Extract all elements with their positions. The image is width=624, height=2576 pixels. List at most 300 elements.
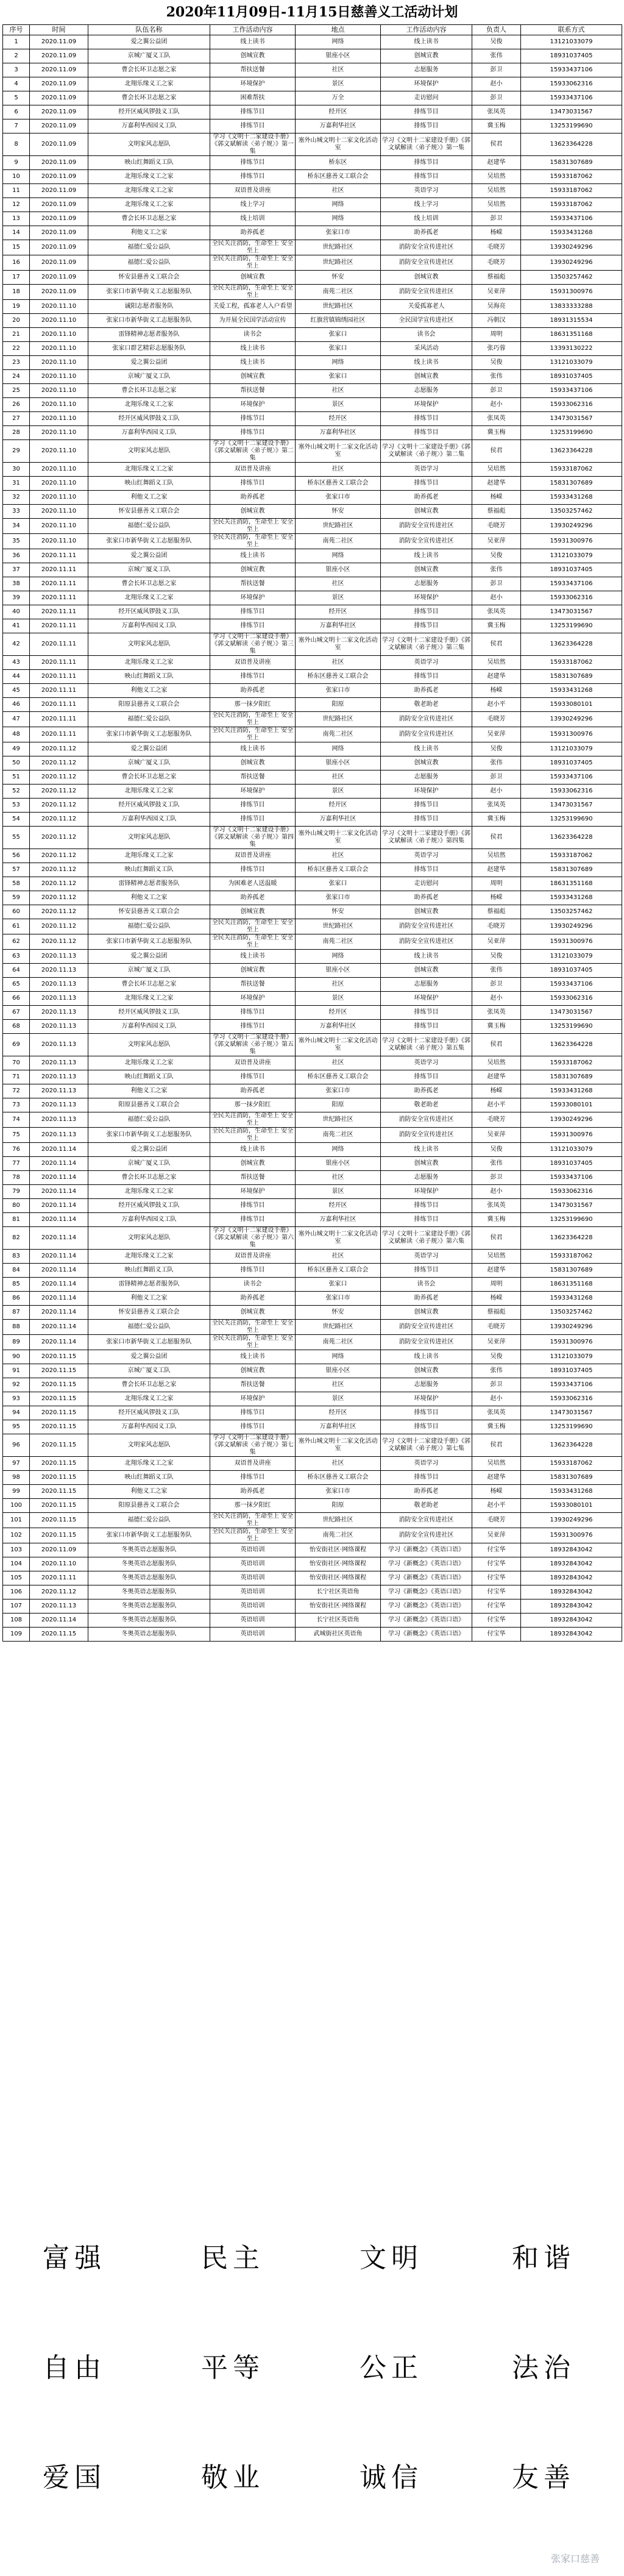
contact-person-cell: 杨嵘 xyxy=(472,491,521,505)
date-cell: 2020.11.10 xyxy=(30,314,88,328)
table-row xyxy=(3,891,622,905)
table-row xyxy=(3,1199,622,1213)
phone-cell: 18931037405 xyxy=(521,49,622,63)
content-cell: 创城宣教 xyxy=(381,1157,472,1171)
location-cell: 张家口市 xyxy=(296,491,381,505)
location-cell: 万嘉利华社区 xyxy=(296,119,381,133)
contact-person-cell: 付宝华 xyxy=(472,1571,521,1585)
activity-cell: 学习《文明十二家建设手册》《郭文斌解读〈弟子规〉》第四集 xyxy=(210,827,296,849)
location-cell: 经开区 xyxy=(296,605,381,619)
table-row xyxy=(3,1614,622,1628)
phone-cell: 15933062316 xyxy=(521,785,622,799)
location-cell: 南苑二社区 xyxy=(296,1528,381,1543)
row-number: 76 xyxy=(3,1143,30,1157)
date-cell: 2020.11.09 xyxy=(30,35,88,49)
table-row xyxy=(3,1434,622,1457)
phone-cell: 15933187062 xyxy=(521,656,622,670)
location-cell: 银座小区 xyxy=(296,756,381,770)
table-row xyxy=(3,170,622,184)
contact-person-cell: 赵小平 xyxy=(472,698,521,712)
location-cell: 万嘉利华社区 xyxy=(296,426,381,440)
contact-person-cell: 彭卫 xyxy=(472,384,521,398)
team-name-cell: 雷锋精神志愿者服务队 xyxy=(88,328,210,342)
table-row xyxy=(3,577,622,591)
content-cell: 排练节目 xyxy=(381,605,472,619)
activity-cell: 帮扶送餐 xyxy=(210,1171,296,1185)
activity-cell: 学习《文明十二家建设手册》《郭文斌解读〈弟子规〉》第六集 xyxy=(210,1227,296,1250)
date-cell: 2020.11.14 xyxy=(30,1143,88,1157)
phone-cell: 15933431268 xyxy=(521,226,622,240)
row-number: 67 xyxy=(3,1006,30,1020)
row-number: 10 xyxy=(3,170,30,184)
location-cell: 景区 xyxy=(296,992,381,1006)
phone-cell: 13121033079 xyxy=(521,742,622,756)
content-cell: 排练节目 xyxy=(381,1020,472,1034)
content-cell: 环境保护 xyxy=(381,1392,472,1406)
contact-person-cell: 毛晓芳 xyxy=(472,712,521,727)
table-header-row xyxy=(3,25,622,35)
team-name-cell: 经开区威风锣鼓义工队 xyxy=(88,605,210,619)
team-name-cell: 曹会长环卫志愿之家 xyxy=(88,1171,210,1185)
table-row xyxy=(3,863,622,877)
table-row xyxy=(3,1171,622,1185)
location-cell: 怀安 xyxy=(296,505,381,519)
activity-cell: 排练节目 xyxy=(210,670,296,684)
phone-cell: 18931037405 xyxy=(521,1157,622,1171)
table-row xyxy=(3,1278,622,1292)
activity-cell: 排练节目 xyxy=(210,1471,296,1485)
content-cell: 学习《文明十二家建设手册》《郭文斌解读〈弟子规〉》第七集 xyxy=(381,1434,472,1457)
location-cell: 张家口 xyxy=(296,328,381,342)
date-cell: 2020.11.11 xyxy=(30,633,88,656)
row-number: 74 xyxy=(3,1112,30,1128)
row-number: 34 xyxy=(3,519,30,534)
date-cell: 2020.11.12 xyxy=(30,827,88,849)
location-cell: 经开区 xyxy=(296,1006,381,1020)
table-row xyxy=(3,133,622,156)
content-cell: 消防安全宣传进社区 xyxy=(381,534,472,549)
content-cell: 学习《新概念》《英语口语》 xyxy=(381,1571,472,1585)
row-number: 59 xyxy=(3,891,30,905)
location-cell: 桥东区慈善义工联合会 xyxy=(296,670,381,684)
team-name-cell: 利他义工之家 xyxy=(88,226,210,240)
row-number: 104 xyxy=(3,1557,30,1571)
content-cell: 创城宣教 xyxy=(381,756,472,770)
contact-person-cell: 周明 xyxy=(472,877,521,891)
contact-person-cell: 张凤英 xyxy=(472,799,521,813)
activity-cell: 英语培训 xyxy=(210,1571,296,1585)
activity-cell: 帮扶送餐 xyxy=(210,384,296,398)
location-cell: 怡安街社区·网络课程 xyxy=(296,1599,381,1614)
location-cell: 经开区 xyxy=(296,105,381,119)
table-row xyxy=(3,1335,622,1350)
content-cell: 助养孤老 xyxy=(381,1292,472,1306)
activity-cell: 环境保护 xyxy=(210,992,296,1006)
date-cell: 2020.11.11 xyxy=(30,605,88,619)
date-cell: 2020.11.09 xyxy=(30,119,88,133)
row-number: 79 xyxy=(3,1185,30,1199)
contact-person-cell: 冀玉梅 xyxy=(472,426,521,440)
header-cell: 工作活动内容 xyxy=(381,25,472,35)
location-cell: 景区 xyxy=(296,1185,381,1199)
date-cell: 2020.11.10 xyxy=(30,356,88,370)
contact-person-cell: 张凤英 xyxy=(472,1406,521,1420)
activity-cell: 助养孤老 xyxy=(210,891,296,905)
date-cell: 2020.11.11 xyxy=(30,563,88,577)
location-cell: 南苑二社区 xyxy=(296,934,381,950)
team-name-cell: 映山红舞蹈义工队 xyxy=(88,156,210,170)
row-number: 35 xyxy=(3,534,30,549)
activity-cell: 环境保护 xyxy=(210,398,296,412)
row-number: 89 xyxy=(3,1335,30,1350)
contact-person-cell: 毛晓芳 xyxy=(472,255,521,271)
contact-person-cell: 张伟 xyxy=(472,370,521,384)
location-cell: 阳原 xyxy=(296,1098,381,1112)
row-number: 7 xyxy=(3,119,30,133)
team-name-cell: 万嘉利华西园义工队 xyxy=(88,1213,210,1227)
content-cell: 全民国学宣传进社区 xyxy=(381,314,472,328)
team-name-cell: 福德仁爱公益队 xyxy=(88,712,210,727)
location-cell: 网络 xyxy=(296,1143,381,1157)
location-cell: 世纪路社区 xyxy=(296,919,381,934)
content-cell: 排练节目 xyxy=(381,1213,472,1227)
location-cell: 桥东区慈善义工联合会 xyxy=(296,1264,381,1278)
date-cell: 2020.11.09 xyxy=(30,77,88,91)
content-cell: 敬老助老 xyxy=(381,698,472,712)
content-cell: 环境保护 xyxy=(381,1185,472,1199)
contact-person-cell: 付宝华 xyxy=(472,1599,521,1614)
location-cell: 桥东区慈善义工联合会 xyxy=(296,170,381,184)
team-name-cell: 北翔乐缘义工之家 xyxy=(88,1392,210,1406)
content-cell: 学习《文明十二家建设手册》《郭文斌解读〈弟子规〉》第五集 xyxy=(381,1034,472,1056)
location-cell: 世纪路社区 xyxy=(296,255,381,271)
phone-cell: 13473031567 xyxy=(521,412,622,426)
table-row xyxy=(3,328,622,342)
core-values-row xyxy=(0,2213,624,2304)
date-cell: 2020.11.15 xyxy=(30,1628,88,1642)
contact-person-cell: 张伟 xyxy=(472,964,521,978)
row-number: 24 xyxy=(3,370,30,384)
phone-cell: 15933431268 xyxy=(521,1485,622,1499)
date-cell: 2020.11.13 xyxy=(30,1084,88,1098)
team-name-cell: 北翔乐缘义工之家 xyxy=(88,1250,210,1264)
phone-cell: 15931300976 xyxy=(521,285,622,300)
row-number: 70 xyxy=(3,1056,30,1070)
contact-person-cell: 冀玉梅 xyxy=(472,1420,521,1434)
table-row xyxy=(3,1070,622,1084)
activity-cell: 排练节目 xyxy=(210,1199,296,1213)
phone-cell: 15933062316 xyxy=(521,591,622,605)
location-cell: 阳原 xyxy=(296,1499,381,1513)
team-name-cell: 利他义工之家 xyxy=(88,684,210,698)
phone-cell: 15933437106 xyxy=(521,1378,622,1392)
team-name-cell: 经开区威风锣鼓义工队 xyxy=(88,412,210,426)
content-cell: 创城宣教 xyxy=(381,370,472,384)
content-cell: 消防安全宣传进社区 xyxy=(381,919,472,934)
team-name-cell: 张家口市新华街义工志愿服务队 xyxy=(88,1128,210,1143)
team-name-cell: 阳原县慈善义工联合会 xyxy=(88,1499,210,1513)
phone-cell: 15831307689 xyxy=(521,477,622,491)
phone-cell: 13253199690 xyxy=(521,1213,622,1227)
location-cell: 红旗营镇锦绣园社区 xyxy=(296,314,381,328)
phone-cell: 15933062316 xyxy=(521,398,622,412)
date-cell: 2020.11.09 xyxy=(30,198,88,212)
date-cell: 2020.11.11 xyxy=(30,727,88,742)
team-name-cell: 文明家风志愿队 xyxy=(88,827,210,849)
content-cell: 消防安全宣传进社区 xyxy=(381,1335,472,1350)
location-cell: 张家口 xyxy=(296,877,381,891)
row-number: 108 xyxy=(3,1614,30,1628)
activity-cell: 全民关注消防，生命至上 安全至上 xyxy=(210,1335,296,1350)
table-row xyxy=(3,1306,622,1320)
date-cell: 2020.11.12 xyxy=(30,877,88,891)
content-cell: 排练节目 xyxy=(381,1264,472,1278)
contact-person-cell: 蔡福彪 xyxy=(472,1306,521,1320)
phone-cell: 13930249296 xyxy=(521,255,622,271)
row-number: 1 xyxy=(3,35,30,49)
table-row xyxy=(3,1585,622,1599)
activity-cell: 双语普及讲座 xyxy=(210,849,296,863)
content-cell: 环境保护 xyxy=(381,785,472,799)
phone-cell: 18932843042 xyxy=(521,1614,622,1628)
phone-cell: 15933187062 xyxy=(521,170,622,184)
row-number: 26 xyxy=(3,398,30,412)
contact-person-cell: 付宝华 xyxy=(472,1585,521,1599)
team-name-cell: 利他义工之家 xyxy=(88,1485,210,1499)
content-cell: 消防安全宣传进社区 xyxy=(381,255,472,271)
team-name-cell: 万嘉利华西园义工队 xyxy=(88,426,210,440)
date-cell: 2020.11.13 xyxy=(30,1020,88,1034)
date-cell: 2020.11.12 xyxy=(30,813,88,827)
contact-person-cell: 赵小 xyxy=(472,77,521,91)
phone-cell: 18932843042 xyxy=(521,1599,622,1614)
content-cell: 学习《新概念》《英语口语》 xyxy=(381,1557,472,1571)
contact-person-cell: 赵小 xyxy=(472,785,521,799)
activity-cell: 全民关注消防，生命至上 安全至上 xyxy=(210,1128,296,1143)
table-row xyxy=(3,1571,622,1585)
activity-cell: 排练节目 xyxy=(210,1213,296,1227)
location-cell: 南苑二社区 xyxy=(296,1335,381,1350)
table-row xyxy=(3,1264,622,1278)
content-cell: 环境保护 xyxy=(381,77,472,91)
phone-cell: 15933080101 xyxy=(521,1098,622,1112)
contact-person-cell: 张凤英 xyxy=(472,605,521,619)
date-cell: 2020.11.09 xyxy=(30,63,88,77)
team-name-cell: 张家口市新华街义工志愿服务队 xyxy=(88,1528,210,1543)
date-cell: 2020.11.14 xyxy=(30,1213,88,1227)
date-cell: 2020.11.12 xyxy=(30,849,88,863)
phone-cell: 13623364228 xyxy=(521,633,622,656)
phone-cell: 13393130222 xyxy=(521,342,622,356)
table-row xyxy=(3,1185,622,1199)
date-cell: 2020.11.13 xyxy=(30,1112,88,1128)
content-cell: 创城宣教 xyxy=(381,563,472,577)
contact-person-cell: 张凤英 xyxy=(472,412,521,426)
table-row xyxy=(3,1457,622,1471)
core-value: 敬业 xyxy=(201,2462,264,2493)
content-cell: 走访慰问 xyxy=(381,91,472,105)
content-cell: 志愿服务 xyxy=(381,770,472,785)
core-values-row xyxy=(0,2432,624,2524)
table-row xyxy=(3,463,622,477)
table-row xyxy=(3,1350,622,1364)
contact-person-cell: 冀玉梅 xyxy=(472,1213,521,1227)
table-row xyxy=(3,1006,622,1020)
table-row xyxy=(3,619,622,633)
location-cell: 怡安街社区·网络课程 xyxy=(296,1571,381,1585)
content-cell: 读书会 xyxy=(381,1278,472,1292)
activity-cell: 帮扶送餐 xyxy=(210,577,296,591)
activity-cell: 创城宣教 xyxy=(210,905,296,919)
activity-cell: 排练节目 xyxy=(210,863,296,877)
contact-person-cell: 毛晓芳 xyxy=(472,1112,521,1128)
activity-cell: 双语普及讲座 xyxy=(210,1056,296,1070)
activity-cell: 学习《文明十二家建设手册》《郭文斌解读〈弟子规〉》第五集 xyxy=(210,1034,296,1056)
phone-cell: 18932843042 xyxy=(521,1571,622,1585)
contact-person-cell: 吴俊 xyxy=(472,35,521,49)
date-cell: 2020.11.11 xyxy=(30,656,88,670)
row-number: 15 xyxy=(3,240,30,255)
header-cell: 地点 xyxy=(296,25,381,35)
team-name-cell: 冬奥英语志愿服务队 xyxy=(88,1614,210,1628)
row-number: 95 xyxy=(3,1420,30,1434)
team-name-cell: 利他义工之家 xyxy=(88,1084,210,1098)
activity-cell: 全民关注消防，生命至上 安全至上 xyxy=(210,934,296,950)
activity-cell: 全民关注消防，生命至上 安全至上 xyxy=(210,919,296,934)
activity-cell: 排练节目 xyxy=(210,605,296,619)
contact-person-cell: 赵小 xyxy=(472,398,521,412)
table-row xyxy=(3,1628,622,1642)
activity-cell: 排练节目 xyxy=(210,170,296,184)
date-cell: 2020.11.09 xyxy=(30,212,88,226)
content-cell: 学习《文明十二家建设手册》《郭文斌解读〈弟子规〉》第二集 xyxy=(381,440,472,463)
row-number: 37 xyxy=(3,563,30,577)
row-number: 52 xyxy=(3,785,30,799)
core-value: 文明 xyxy=(360,2243,423,2274)
row-number: 91 xyxy=(3,1364,30,1378)
date-cell: 2020.11.15 xyxy=(30,1471,88,1485)
location-cell: 塞外山城文明十二家文化活动室 xyxy=(296,1034,381,1056)
row-number: 40 xyxy=(3,605,30,619)
contact-person-cell: 付宝华 xyxy=(472,1614,521,1628)
row-number: 23 xyxy=(3,356,30,370)
location-cell: 网络 xyxy=(296,950,381,964)
row-number: 71 xyxy=(3,1070,30,1084)
date-cell: 2020.11.14 xyxy=(30,1292,88,1306)
location-cell: 社区 xyxy=(296,63,381,77)
activity-cell: 排练节目 xyxy=(210,619,296,633)
location-cell: 塞外山城文明十二家文化活动室 xyxy=(296,1227,381,1250)
content-cell: 线上读书 xyxy=(381,950,472,964)
activity-cell: 线上读书 xyxy=(210,1350,296,1364)
activity-cell: 排练节目 xyxy=(210,1070,296,1084)
activity-cell: 排练节目 xyxy=(210,1006,296,1020)
date-cell: 2020.11.14 xyxy=(30,1250,88,1264)
phone-cell: 13473031567 xyxy=(521,1006,622,1020)
location-cell: 景区 xyxy=(296,785,381,799)
row-number: 63 xyxy=(3,950,30,964)
team-name-cell: 福德仁爱公益队 xyxy=(88,519,210,534)
content-cell: 学习《新概念》《英语口语》 xyxy=(381,1599,472,1614)
table-row xyxy=(3,1543,622,1557)
row-number: 31 xyxy=(3,477,30,491)
content-cell: 学习《新概念》《英语口语》 xyxy=(381,1614,472,1628)
row-number: 2 xyxy=(3,49,30,63)
contact-person-cell: 侯君 xyxy=(472,633,521,656)
contact-person-cell: 侯君 xyxy=(472,1434,521,1457)
team-name-cell: 曹会长环卫志愿之家 xyxy=(88,384,210,398)
phone-cell: 18931037405 xyxy=(521,370,622,384)
contact-person-cell: 蔡福彪 xyxy=(472,905,521,919)
row-number: 29 xyxy=(3,440,30,463)
activity-cell: 英语培训 xyxy=(210,1628,296,1642)
phone-cell: 15933187062 xyxy=(521,184,622,198)
phone-cell: 13503257462 xyxy=(521,271,622,285)
location-cell: 经开区 xyxy=(296,799,381,813)
table-row xyxy=(3,1020,622,1034)
contact-person-cell: 彭卫 xyxy=(472,978,521,992)
content-cell: 消防安全宣传进社区 xyxy=(381,1112,472,1128)
location-cell: 网络 xyxy=(296,742,381,756)
date-cell: 2020.11.14 xyxy=(30,1227,88,1250)
team-name-cell: 文明家风志愿队 xyxy=(88,440,210,463)
location-cell: 社区 xyxy=(296,656,381,670)
team-name-cell: 北翔乐缘义工之家 xyxy=(88,170,210,184)
contact-person-cell: 赵建华 xyxy=(472,1070,521,1084)
team-name-cell: 福德仁爱公益队 xyxy=(88,1513,210,1528)
content-cell: 助养孤老 xyxy=(381,1485,472,1499)
contact-person-cell: 冯朝汉 xyxy=(472,314,521,328)
activity-cell: 环境保护 xyxy=(210,1392,296,1406)
row-number: 47 xyxy=(3,712,30,727)
date-cell: 2020.11.14 xyxy=(30,1171,88,1185)
date-cell: 2020.11.11 xyxy=(30,698,88,712)
team-name-cell: 映山红舞蹈义工队 xyxy=(88,1070,210,1084)
activity-cell: 线上读书 xyxy=(210,742,296,756)
date-cell: 2020.11.10 xyxy=(30,342,88,356)
content-cell: 志愿服务 xyxy=(381,978,472,992)
row-number: 25 xyxy=(3,384,30,398)
date-cell: 2020.11.09 xyxy=(30,271,88,285)
contact-person-cell: 侯君 xyxy=(472,1034,521,1056)
row-number: 38 xyxy=(3,577,30,591)
contact-person-cell: 周明 xyxy=(472,1278,521,1292)
content-cell: 排练节目 xyxy=(381,170,472,184)
phone-cell: 15933187062 xyxy=(521,849,622,863)
content-cell: 英语学习 xyxy=(381,184,472,198)
table-row xyxy=(3,727,622,742)
row-number: 87 xyxy=(3,1306,30,1320)
activity-cell: 创城宣教 xyxy=(210,370,296,384)
contact-person-cell: 吴俊 xyxy=(472,549,521,563)
location-cell: 景区 xyxy=(296,1392,381,1406)
activity-cell: 排练节目 xyxy=(210,156,296,170)
core-values xyxy=(0,2213,624,2572)
location-cell: 银座小区 xyxy=(296,1157,381,1171)
table-row xyxy=(3,77,622,91)
team-name-cell: 文明家风志愿队 xyxy=(88,1227,210,1250)
content-cell: 排练节目 xyxy=(381,670,472,684)
activity-cell: 排练节目 xyxy=(210,1020,296,1034)
row-number: 18 xyxy=(3,285,30,300)
phone-cell: 15931300976 xyxy=(521,1528,622,1543)
table-row xyxy=(3,1599,622,1614)
phone-cell: 13623364228 xyxy=(521,827,622,849)
contact-person-cell: 吴培然 xyxy=(472,656,521,670)
phone-cell: 15933062316 xyxy=(521,1185,622,1199)
core-values-row xyxy=(0,2322,624,2414)
date-cell: 2020.11.11 xyxy=(30,549,88,563)
